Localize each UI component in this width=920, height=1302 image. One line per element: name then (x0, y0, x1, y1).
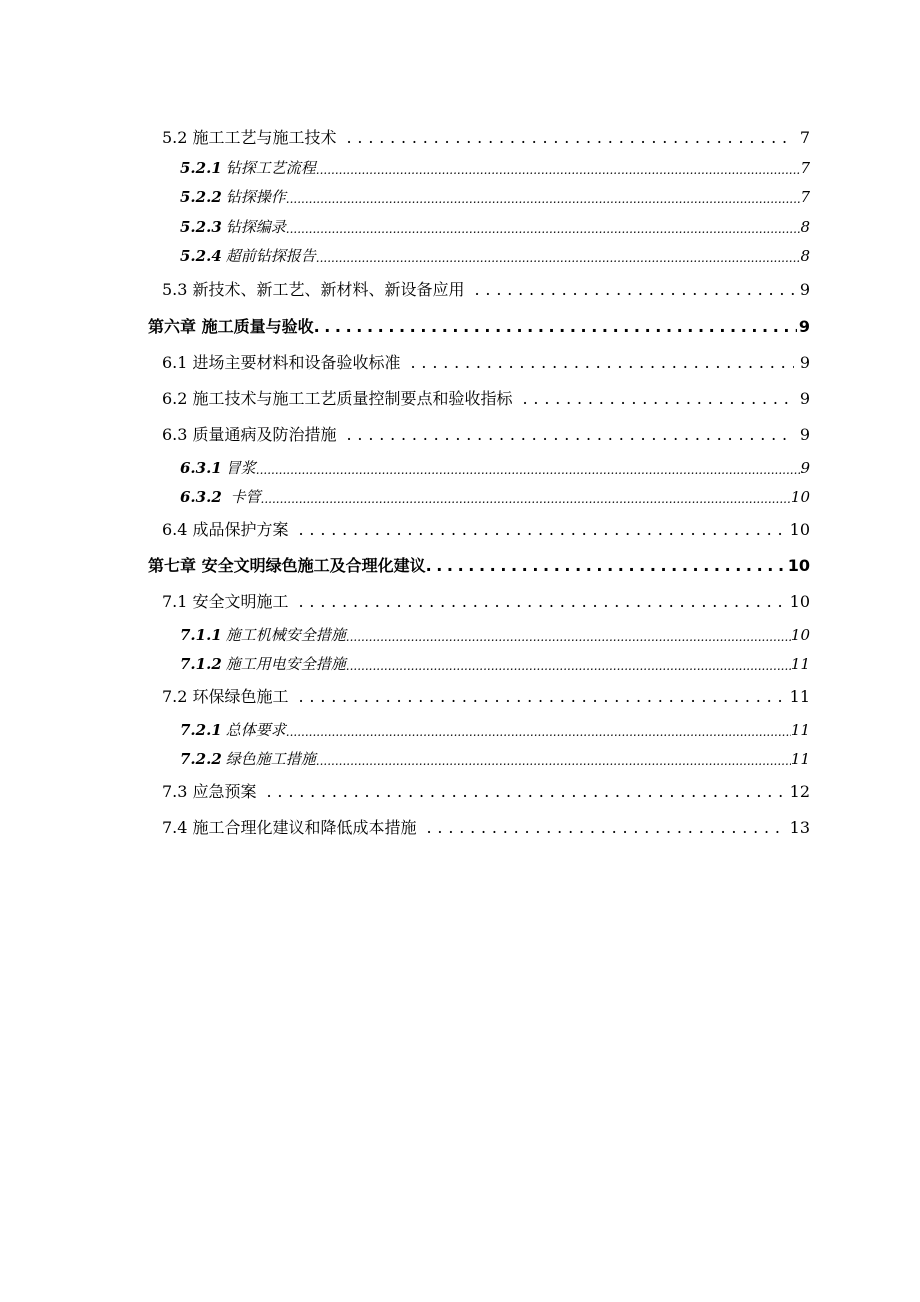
toc-entry[interactable] (0, 643, 920, 672)
toc-page-number: 12 (789, 782, 810, 801)
dot-leader (523, 391, 794, 407)
toc-page-number: 9 (799, 280, 810, 299)
toc-entry-number: 6.3.2 (180, 488, 222, 506)
toc-entry-number: 5.2.1 (180, 159, 222, 177)
toc-entry-label (180, 190, 286, 205)
dot-leader (427, 820, 784, 836)
toc-entry[interactable] (0, 176, 920, 205)
dot-leader (286, 193, 801, 205)
toc-entry[interactable] (0, 371, 920, 407)
toc-entry-label: 6.4 成品保护方案 (162, 520, 289, 539)
toc-entry-text: 钻探编录 (225, 218, 286, 236)
toc-entry-label (180, 461, 256, 476)
dot-leader (411, 355, 794, 371)
toc-entry-number: 5.2.2 (180, 188, 222, 206)
dot-leader (261, 493, 791, 505)
toc-entry[interactable] (0, 476, 920, 505)
toc-entry-label: 5.3 新技术、新工艺、新材料、新设备应用 (162, 280, 465, 299)
dot-leader (316, 164, 801, 176)
toc-page-number: 9 (798, 317, 810, 336)
toc-entry[interactable] (0, 505, 920, 538)
toc-entry-text: 总体要求 (225, 721, 286, 739)
toc-page-number: 8 (800, 218, 810, 236)
toc-page-number: 7 (800, 159, 810, 177)
dot-leader (299, 522, 784, 538)
dot-leader (347, 427, 794, 443)
toc-page-number: 10 (787, 556, 810, 575)
dot-leader (316, 252, 801, 264)
toc-entry[interactable] (0, 298, 920, 335)
toc-entry[interactable] (0, 610, 920, 643)
toc-entry[interactable] (0, 335, 920, 371)
toc-entry-label (180, 723, 286, 738)
toc-entry[interactable] (0, 738, 920, 767)
toc-entry-label (180, 220, 286, 235)
dot-leader (346, 631, 791, 643)
toc-page-number: 11 (790, 721, 810, 739)
toc-page-number: 11 (789, 687, 810, 706)
toc-page-number: 8 (800, 247, 810, 265)
dot-leader (426, 558, 786, 574)
toc-page-number: 11 (790, 655, 810, 673)
toc-entry-number: 7.2.2 (180, 750, 222, 768)
toc-entry[interactable] (0, 767, 920, 800)
toc-entry[interactable] (0, 114, 920, 146)
toc-entry-label (180, 249, 316, 264)
toc-entry-label: 7.1 安全文明施工 (162, 592, 289, 611)
toc-entry-text: 施工机械安全措施 (225, 626, 346, 644)
toc-entry[interactable] (0, 705, 920, 738)
dot-leader (475, 282, 794, 298)
dot-leader (267, 784, 784, 800)
toc-entry[interactable] (0, 264, 920, 298)
toc-page-number: 9 (799, 425, 810, 444)
toc-entry[interactable] (0, 443, 920, 476)
toc-entry[interactable] (0, 235, 920, 264)
toc-entry-number: 7.1.2 (180, 655, 222, 673)
toc-entry-text: 钻探工艺流程 (225, 159, 316, 177)
dot-leader (286, 223, 801, 235)
toc-entry-label: 7.4 施工合理化建议和降低成本措施 (162, 818, 417, 837)
table-of-contents (0, 114, 920, 836)
toc-entry-label (180, 657, 346, 672)
toc-page-number: 11 (790, 750, 810, 768)
toc-entry-number: 7.1.1 (180, 626, 222, 644)
toc-page-number: 9 (799, 353, 810, 372)
toc-entry-label: 6.3 质量通病及防治措施 (162, 425, 337, 444)
toc-page-number: 13 (789, 818, 810, 837)
toc-page-number: 10 (789, 520, 810, 539)
toc-entry-text: 超前钻探报告 (225, 247, 316, 265)
toc-page-number: 10 (790, 626, 810, 644)
toc-entry-number: 5.2.3 (180, 218, 222, 236)
toc-entry-label (180, 628, 346, 643)
dot-leader (316, 755, 791, 767)
dot-leader (347, 130, 794, 146)
toc-entry-label: 6.1 进场主要材料和设备验收标准 (162, 353, 401, 372)
toc-entry-text: 绿色施工措施 (225, 750, 316, 768)
toc-entry[interactable] (0, 672, 920, 705)
toc-entry-number: 6.3.1 (180, 459, 222, 477)
toc-entry[interactable] (0, 407, 920, 443)
toc-entry-text: 冒浆 (225, 459, 256, 477)
dot-leader (299, 594, 784, 610)
dot-leader (256, 464, 801, 476)
toc-entry-label: 7.2 环保绿色施工 (162, 687, 289, 706)
dot-leader (299, 689, 784, 705)
toc-entry[interactable] (0, 205, 920, 235)
toc-entry-number: 7.2.1 (180, 721, 222, 739)
toc-page-number: 10 (789, 592, 810, 611)
dot-leader (286, 726, 791, 738)
toc-entry-label: 第七章 安全文明绿色施工及合理化建议 (148, 556, 426, 575)
toc-page-number: 9 (799, 389, 810, 408)
toc-entry-text: 钻探操作 (225, 188, 286, 206)
toc-entry[interactable] (0, 146, 920, 176)
toc-entry-label: 5.2 施工工艺与施工技术 (162, 128, 337, 147)
toc-page-number: 7 (800, 188, 810, 206)
toc-entry-label: 第六章 施工质量与验收 (148, 317, 314, 336)
toc-entry-label (180, 161, 316, 176)
dot-leader (346, 660, 791, 672)
toc-page-number: 9 (800, 459, 810, 477)
toc-entry[interactable] (0, 800, 920, 836)
toc-entry-number: 5.2.4 (180, 247, 222, 265)
toc-entry-label (180, 752, 316, 767)
toc-entry-label (180, 490, 261, 505)
toc-entry-text: 施工用电安全措施 (225, 655, 346, 673)
dot-leader (314, 319, 797, 335)
toc-entry[interactable] (0, 574, 920, 610)
toc-entry-text: 卡管 (225, 488, 261, 506)
toc-entry-label: 7.3 应急预案 (162, 782, 257, 801)
toc-entry-label: 6.2 施工技术与施工工艺质量控制要点和验收指标 (162, 389, 513, 408)
toc-page-number: 7 (799, 128, 810, 147)
toc-entry[interactable] (0, 538, 920, 574)
toc-page-number: 10 (790, 488, 810, 506)
